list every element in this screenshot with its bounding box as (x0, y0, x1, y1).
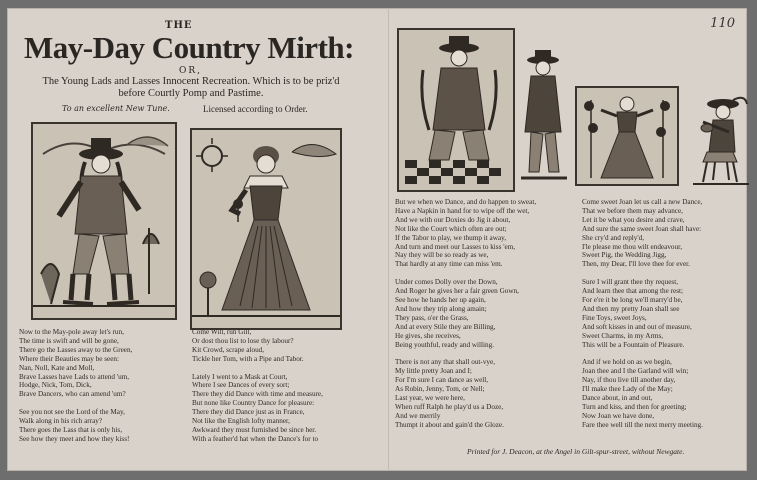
printer-imprint: Printed for J. Deacon, at the Angel in Gilt-spur-street, without Newgate. (467, 447, 685, 456)
seated-figure-woodcut-icon (399, 30, 513, 190)
woodcut-standing-gentleman (513, 46, 575, 190)
subtitle-line: before Courtly Pomp and Pastime. (118, 88, 264, 99)
verse-line: And if we hold on as we begin, (582, 358, 672, 367)
woodcut-lady (190, 128, 342, 330)
verse-line: Not like the English lofty manner, (192, 417, 290, 426)
verse-line: There they did Dance just as in France, (192, 408, 305, 417)
verse-line: I'll make thee Lady of the May; (582, 385, 673, 394)
title-article: THE (165, 20, 193, 31)
verse-line: Tickle her Tom, with a Pipe and Tabor. (192, 354, 304, 363)
verse-line: Fare thee well till the next merry meeting. (582, 420, 703, 429)
verse-line: With a feather'd hat when the Dance's for to (192, 434, 319, 443)
woodcut-fiddler (691, 90, 751, 190)
verse-line: Nan, Noll, Kate and Moll, (19, 363, 95, 372)
verse-line: Nay they will be so ready as we, (395, 251, 489, 260)
verse-line: And at every Stile they are Billing, (395, 322, 496, 331)
verse-line: But none like Country Dance for pleasure: (192, 399, 315, 408)
verse-line: Now Joan we have done, (582, 411, 655, 420)
verse-line: This will be a Fountain of Pleasure. (582, 340, 685, 349)
verse-line: That hardly at any time can miss 'em. (395, 260, 503, 269)
verse-line: Not like the Court which often are out; (395, 224, 507, 233)
verse-line: Where I see Dances of every sort; (192, 381, 290, 390)
verse-line: Now to the May-pole away let's run, (19, 328, 124, 336)
folio-number: 110 (710, 16, 735, 31)
verse-line: And sure the same sweet Joan shall have: (582, 224, 702, 233)
verse-line: They pass, o'er the Grass, (395, 313, 469, 322)
verse-line: But we when we Dance, and do happen to sweat, (395, 198, 537, 206)
verse-line: As Robin, Jenny, Tom, or Nell; (395, 385, 485, 394)
verse-column-3 (395, 198, 579, 430)
verse-line: Last year, we were here, (395, 393, 465, 402)
verse-line: When ruff Ralph he play'd us a Doze, (395, 402, 504, 411)
verse-line: Let it be what you desire and crave, (582, 215, 685, 224)
verse-line: There goes the Lass that is only his, (19, 425, 123, 434)
woodcut-lady-with-flowers (575, 86, 679, 186)
verse-line: There is not any that shall out-vye, (395, 358, 496, 367)
verse-line: See how they meet and how they kiss! (19, 434, 130, 443)
gentleman-woodcut-icon (33, 124, 175, 318)
verse-line: Walk along in his rich array? (19, 417, 103, 426)
verse-line: Dance about, in and out, (582, 393, 653, 402)
verse-line: That we before them may advance, (582, 206, 683, 215)
verse-line: Come sweet Joan let us call a new Dance, (582, 198, 703, 206)
verse-line: I'le please me thou wilt endeavour, (582, 242, 682, 251)
lady-woodcut-icon (192, 130, 340, 328)
subtitle-line: The Young Lads and Lasses Innocent Recreation. Which is to be priz'd (42, 76, 340, 87)
fiddler-woodcut-icon (693, 92, 749, 188)
verse-line: Turn and kiss, and then for greeting; (582, 402, 687, 411)
verse-line: And turn and meet our Lasses to kiss 'em, (395, 242, 516, 251)
verse-line (192, 364, 372, 373)
verse-line: My little pretty Joan and I; (395, 367, 472, 376)
verse-column-4 (582, 198, 744, 430)
broadside-sheet (7, 8, 747, 471)
tune-note: To an excellent New Tune. (62, 104, 170, 113)
verse-line: Hodge, Nick, Tom, Dick, (19, 381, 92, 390)
verse-line: Come Will, run Gill, (192, 328, 252, 336)
verse-line: And Roger he gives her a fair green Gown, (395, 287, 519, 296)
verse-column-2 (192, 328, 372, 444)
verse-line: And then my pretty Joan shall see (582, 304, 680, 313)
ballad-title: May-Day Country Mirth: (24, 30, 354, 65)
verse-line: The time is swift and will be gone, (19, 336, 119, 345)
verse-line: And we merrily (395, 411, 441, 420)
page-fold (388, 8, 389, 471)
verse-line: Joan thee and I the Garland will win; (582, 367, 689, 376)
verse-line: Sure I will grant thee thy request, (582, 278, 679, 287)
verse-line: See you not see the Lord of the May, (19, 408, 125, 417)
verse-line (395, 349, 579, 358)
standing-gentleman-woodcut-icon (515, 48, 573, 188)
title-or: OR, (179, 66, 203, 76)
verse-line: There they did Dance with time and measure, (192, 390, 323, 399)
ballad-subtitle (21, 76, 361, 100)
verse-line: Fine Toys, sweet Joys, (582, 313, 647, 322)
verse-line: And soft kisses in and out of measure, (582, 322, 692, 331)
verse-line: If the Tabor to play, we thump it away, (395, 233, 507, 242)
verse-line (582, 269, 744, 278)
verse-line: Have a Napkin in hand for to wipe off the wet, (395, 206, 530, 215)
verse-line (395, 269, 579, 278)
verse-line: And we with our Doxies do Jig it about, (395, 215, 511, 224)
verse-line: Awkward they must furnished be since her. (192, 425, 317, 434)
woodcut-gentleman (31, 122, 177, 320)
verse-line: Lately I went to a Mask at Court, (192, 372, 288, 381)
verse-line: Then, my Dear, I'll love thee for ever. (582, 260, 690, 269)
licence-note: Licensed according to Order. (203, 104, 308, 114)
verse-line: See how he hands her up again, (395, 295, 486, 304)
verse-line: And how they trip along amain; (395, 304, 487, 313)
verse-line (19, 399, 197, 408)
verse-line: Sweet Pig, the Wedding Jigg, (582, 251, 667, 260)
verse-line: Thumpt it about and gain'd the Gloze. (395, 420, 504, 429)
verse-line: For e're it be long we'll marry'd be, (582, 295, 683, 304)
verse-line (582, 349, 744, 358)
verse-line: She cry'd and reply'd, (582, 233, 645, 242)
verse-column-1 (19, 328, 197, 444)
verse-line: Nay, if thou live till another day, (582, 376, 676, 385)
verse-line: Kit Crowd, scrape aloud, (192, 345, 265, 354)
woodcut-seated-figure (397, 28, 515, 192)
verse-line: Or dost thou list to lose thy labour? (192, 336, 294, 345)
lady-with-flowers-woodcut-icon (577, 88, 677, 184)
verse-line: He gives, she receives, (395, 331, 461, 340)
verse-line: Sweet Charms, in my Arms, (582, 331, 664, 340)
verse-line: Being youthful, ready and willing. (395, 340, 495, 349)
verse-line: For I'm sure I can dance as well, (395, 376, 489, 385)
verse-line: Under comes Dolly over the Down, (395, 278, 498, 287)
verse-line: And learn thee that among the rest; (582, 287, 683, 296)
verse-line: There go the Lasses away to the Green, (19, 345, 133, 354)
verse-line: Where their Beauties may be seen: (19, 354, 119, 363)
verse-line: Brave Lasses have Lads to attend 'um, (19, 372, 130, 381)
verse-line: Brave Dancers, who can amend 'um? (19, 390, 126, 399)
